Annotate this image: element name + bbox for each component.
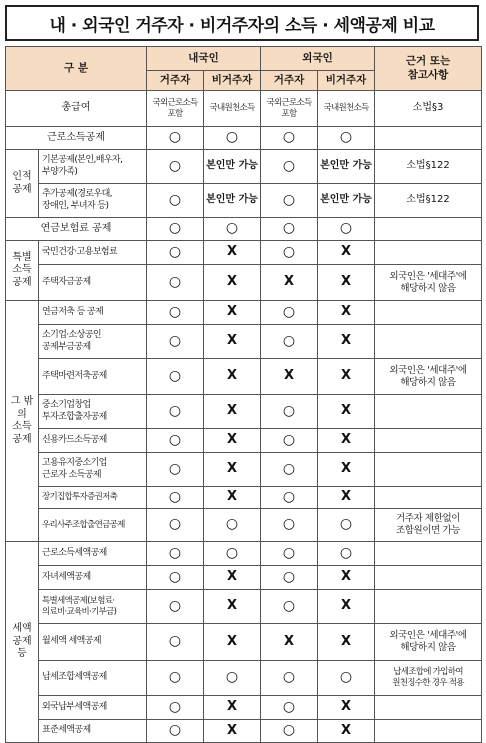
table-row: [6, 720, 482, 743]
cell-basis-empty: [375, 325, 482, 359]
mark-x: X: [204, 325, 261, 359]
cell-fr-resident: 국외근로소득 포함: [261, 91, 318, 127]
row-label: 특별세액공제(보험료· 의료비·교육비·기부금): [39, 590, 147, 624]
mark-o: ○: [318, 218, 375, 241]
mark-o: ○: [261, 184, 318, 218]
cell-basis: 외국인은 '세대주'에 해당하지 않음: [375, 265, 482, 301]
header-basis: 근거 또는 참고사항: [375, 47, 482, 91]
mark-x: X: [318, 566, 375, 590]
mark-o: ○: [147, 566, 204, 590]
mark-o: ○: [147, 184, 204, 218]
mark-x: X: [318, 301, 375, 325]
mark-o: ○: [147, 218, 204, 241]
table-row: [6, 696, 482, 720]
mark-o: ○: [147, 509, 204, 542]
table-row: [6, 218, 482, 241]
row-label: 연금보험료 공제: [6, 218, 147, 241]
mark-o: ○: [204, 542, 261, 566]
row-label: 국민건강·고용보험료: [39, 241, 147, 265]
row-label: 외국납부세액공제: [39, 696, 147, 720]
mark-x: X: [318, 265, 375, 301]
mark-o: ○: [147, 395, 204, 429]
mark-o: ○: [147, 696, 204, 720]
table-row: [6, 429, 482, 453]
cell-basis-empty: [375, 542, 482, 566]
cell-basis-empty: [375, 127, 482, 150]
mark-o: ○: [318, 127, 375, 150]
mark-o: ○: [261, 241, 318, 265]
header-category: 구 분: [6, 47, 147, 91]
mark-o: ○: [261, 395, 318, 429]
mark-o: ○: [318, 542, 375, 566]
cell-basis: 외국인은 '세대주'에 해당하지 않음: [375, 624, 482, 661]
row-label: 자녀세액공제: [39, 566, 147, 590]
header-korean-resident: 거주자: [147, 71, 204, 91]
mark-x: X: [204, 429, 261, 453]
table-row: [6, 241, 482, 265]
mark-o: ○: [261, 127, 318, 150]
cell-basis-empty: [375, 720, 482, 743]
table-row: [6, 487, 482, 509]
mark-o: ○: [147, 487, 204, 509]
cell-fr-nonresident: 국내원천소득: [318, 91, 375, 127]
mark-x: X: [318, 429, 375, 453]
table-row: [6, 184, 482, 218]
mark-o: ○: [147, 325, 204, 359]
row-label: 근로소득세액공제: [39, 542, 147, 566]
row-label: 고용유지중소기업 근로자 소득공제: [39, 453, 147, 487]
mark-o: ○: [261, 590, 318, 624]
mark-x: X: [204, 301, 261, 325]
header-korean-nonresident: 비거주자: [204, 71, 261, 91]
mark-o: ○: [318, 661, 375, 696]
cell-basis-empty: [375, 590, 482, 624]
mark-o: ○: [261, 542, 318, 566]
mark-o: ○: [261, 509, 318, 542]
group-special: 특별 소득 공제: [6, 241, 39, 301]
row-label: 연금저축 등 공제: [39, 301, 147, 325]
cell-basis-empty: [375, 301, 482, 325]
row-label: 근로소득공제: [6, 127, 147, 150]
mark-o: ○: [147, 359, 204, 395]
page-title: 내 · 외국인 거주자 · 비거주자의 소득 · 세액공제 비교: [5, 5, 479, 41]
header-foreign: 외국인: [261, 47, 375, 71]
mark-o: ○: [261, 566, 318, 590]
cell-basis-empty: [375, 453, 482, 487]
cell-basis: 납세조합에 가입하여 원천징수한 경우 적용: [375, 661, 482, 696]
cell-basis-empty: [375, 218, 482, 241]
mark-o: ○: [261, 453, 318, 487]
mark-o: ○: [147, 127, 204, 150]
row-label: 중소기업창업 투자조합출자공제: [39, 395, 147, 429]
mark-o: ○: [147, 453, 204, 487]
mark-o: ○: [147, 241, 204, 265]
mark-o: ○: [204, 127, 261, 150]
mark-x: X: [261, 265, 318, 301]
row-label: 장기집합투자증권저축: [39, 487, 147, 509]
mark-x: X: [318, 720, 375, 743]
cell-kr-nonresident: 국내원천소득: [204, 91, 261, 127]
row-label: 소기업·소상공인 공제부금공제: [39, 325, 147, 359]
mark-o: ○: [147, 150, 204, 184]
table-row: [6, 325, 482, 359]
cell-basis: 소법§122: [375, 184, 482, 218]
row-label: 주택자금공제: [39, 265, 147, 301]
cell-basis: 소법§3: [375, 91, 482, 127]
row-label: 표준세액공제: [39, 720, 147, 743]
cell-basis-empty: [375, 241, 482, 265]
mark-x: X: [318, 487, 375, 509]
mark-o: ○: [204, 661, 261, 696]
mark-x: X: [318, 696, 375, 720]
mark-x: X: [318, 359, 375, 395]
mark-x: X: [318, 453, 375, 487]
row-label: 납세조합세액공제: [39, 661, 147, 696]
mark-o: ○: [147, 720, 204, 743]
mark-o: ○: [261, 487, 318, 509]
table-row: [6, 509, 482, 542]
table-row: [6, 301, 482, 325]
table-row: [6, 265, 482, 301]
mark-x: X: [204, 453, 261, 487]
header-foreign-nonresident: 비거주자: [318, 71, 375, 91]
mark-o: ○: [261, 218, 318, 241]
mark-x: X: [204, 241, 261, 265]
table-row: [6, 566, 482, 590]
row-label: 추가공제(경로우대, 장애인, 부녀자 등): [39, 184, 147, 218]
cell-basis: 거주자 제한없이 조합원이면 가능: [375, 509, 482, 542]
comparison-table: [5, 46, 482, 743]
mark-x: X: [318, 395, 375, 429]
cell-kr-nonresident: 본인만 가능: [204, 184, 261, 218]
mark-x: X: [204, 720, 261, 743]
mark-o: ○: [204, 218, 261, 241]
table-row: [6, 395, 482, 429]
mark-o: ○: [147, 429, 204, 453]
cell-basis-empty: [375, 566, 482, 590]
cell-basis: 소법§122: [375, 150, 482, 184]
mark-o: ○: [261, 325, 318, 359]
mark-x: X: [204, 590, 261, 624]
mark-x: X: [318, 325, 375, 359]
mark-o: ○: [147, 301, 204, 325]
mark-o: ○: [261, 661, 318, 696]
mark-x: X: [204, 624, 261, 661]
mark-x: X: [204, 566, 261, 590]
row-label: 총급여: [6, 91, 147, 127]
mark-o: ○: [204, 509, 261, 542]
mark-x: X: [318, 590, 375, 624]
mark-x: X: [261, 624, 318, 661]
mark-x: X: [204, 395, 261, 429]
mark-o: ○: [261, 429, 318, 453]
mark-o: ○: [147, 590, 204, 624]
cell-basis: 외국인은 '세대주'에 해당하지 않음: [375, 359, 482, 395]
mark-o: ○: [147, 542, 204, 566]
table-row: [6, 590, 482, 624]
cell-kr-resident: 국외근로소득 포함: [147, 91, 204, 127]
mark-o: ○: [261, 150, 318, 184]
group-personal: 인적 공제: [6, 150, 39, 218]
header-foreign-resident: 거주자: [261, 71, 318, 91]
header-korean: 내국인: [147, 47, 261, 71]
cell-basis-empty: [375, 696, 482, 720]
table-row: [6, 624, 482, 661]
table-row: [6, 91, 482, 127]
row-label: 기본공제(본인,배우자, 부양가족): [39, 150, 147, 184]
group-tax-credit: 세액 공제 등: [6, 542, 39, 743]
row-label: 월세액 세액공제: [39, 624, 147, 661]
mark-x: X: [204, 696, 261, 720]
mark-o: ○: [318, 509, 375, 542]
table-row: [6, 150, 482, 184]
cell-fr-nonresident: 본인만 가능: [318, 150, 375, 184]
row-label: 주택마련저축공제: [39, 359, 147, 395]
cell-kr-nonresident: 본인만 가능: [204, 150, 261, 184]
mark-o: ○: [261, 301, 318, 325]
table-row: [6, 127, 482, 150]
mark-o: ○: [261, 720, 318, 743]
row-label: 신용카드소득공제: [39, 429, 147, 453]
table-row: [6, 661, 482, 696]
mark-x: X: [261, 359, 318, 395]
row-label: 우리사주조합출연금공제: [39, 509, 147, 542]
cell-basis-empty: [375, 487, 482, 509]
mark-x: X: [318, 241, 375, 265]
mark-o: ○: [147, 624, 204, 661]
mark-o: ○: [147, 265, 204, 301]
mark-x: X: [204, 265, 261, 301]
table-row: [6, 453, 482, 487]
mark-o: ○: [147, 661, 204, 696]
mark-x: X: [204, 487, 261, 509]
mark-o: ○: [261, 696, 318, 720]
group-other: 그 밖의 소득 공제: [6, 301, 39, 542]
mark-x: X: [204, 359, 261, 395]
table-row: [6, 542, 482, 566]
table-row: [6, 359, 482, 395]
cell-fr-nonresident: 본인만 가능: [318, 184, 375, 218]
cell-basis-empty: [375, 395, 482, 429]
mark-x: X: [318, 624, 375, 661]
cell-basis-empty: [375, 429, 482, 453]
